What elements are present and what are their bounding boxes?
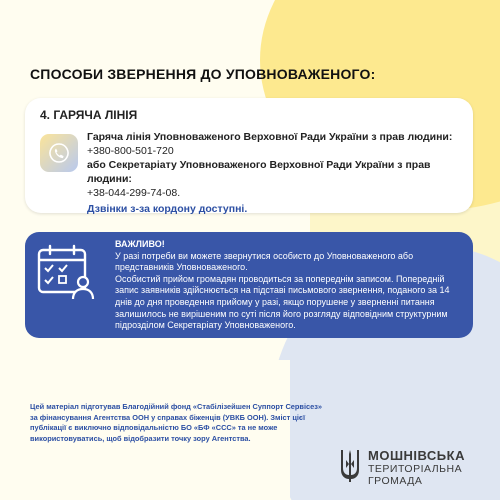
brand-name-line-2: ТЕРИТОРІАЛЬНА — [368, 463, 463, 475]
notice-text — [115, 239, 465, 332]
secretariat-label: або Секретаріату Уповноваженого Верховної Ради України з прав людини: — [87, 159, 431, 185]
secretariat-phone[interactable]: +38-044-299-74-08. — [87, 187, 181, 199]
hotline-phone[interactable]: +380-800-501-720 — [87, 145, 174, 157]
hotline-text — [87, 130, 467, 216]
hotline-card — [25, 98, 473, 213]
community-logo — [338, 448, 488, 488]
brand-name-line-1: МОШНІВСЬКА — [368, 448, 465, 463]
hotline-label: Гаряча лінія Уповноваженого Верховної Ради України з прав людини: — [87, 131, 453, 143]
card-heading: 4. ГАРЯЧА ЛІНІЯ — [40, 108, 138, 122]
important-notice — [25, 232, 473, 338]
notice-title: ВАЖЛИВО! — [115, 239, 165, 249]
page-title: СПОСОБИ ЗВЕРНЕННЯ ДО УПОВНОВАЖЕНОГО: — [30, 66, 376, 82]
brand-name-line-3: ГРОМАДА — [368, 475, 423, 487]
notice-paragraph-2: Особистий прийом громадян проводиться за попереднім записом. Попередній запис заявників здійснюється на підставі письмового звернення, поданого за 14 днів до дня проведення прийому у разі, якщо порушене у зверненні питання залишилось не вирішеним по суті після його розгляду відповідним структурним підрозділом Секретаріату Уповноваженого. — [115, 273, 450, 331]
notice-paragraph-1: У разі потреби ви можете звернутися особисто до Уповноваженого або представників Уповноваженого. — [115, 250, 414, 273]
abroad-calls-note: Дзвінки з-за кордону доступні. — [87, 203, 248, 215]
phone-icon — [40, 134, 78, 172]
trident-icon — [338, 448, 362, 484]
disclaimer-text: Цей матеріал підготував Благодійний фонд «Стабілізейшен Суппорт Сервісез» за фінансування Агентства ООН у справах біженців (УВКБ ООН). Зміст цієї публікації є виключно відповідальністю БО «БФ «ССС» та не може використовуватись, щоб відобразити точку зору Агентства. — [30, 402, 323, 443]
calendar-icon — [35, 242, 95, 302]
